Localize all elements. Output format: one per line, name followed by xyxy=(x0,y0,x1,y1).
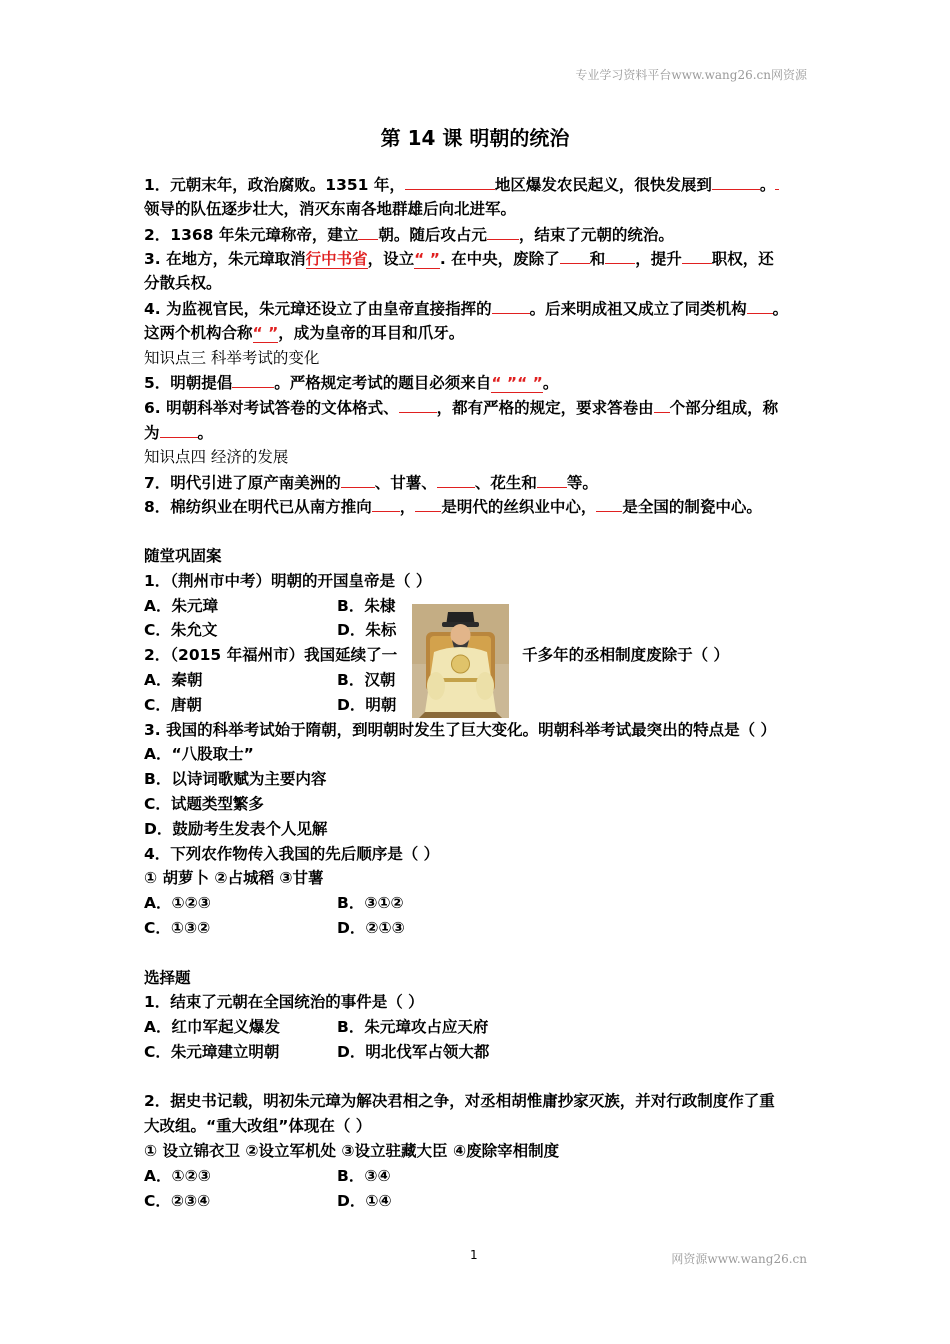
text: 2．1368 年朱元璋称帝，建立 xyxy=(144,225,359,244)
kp-q2 xyxy=(144,222,812,247)
blank xyxy=(537,470,567,488)
text: 。 xyxy=(772,299,789,318)
option: B．朱棣 xyxy=(337,596,396,615)
kp-q1-line2: 领导的队伍逐步壮大，消灭东南各地群雄后向北进军。 xyxy=(144,199,517,218)
kp-q7 xyxy=(144,470,812,495)
text: 。 xyxy=(542,374,559,393)
blank xyxy=(405,172,495,190)
text: 2．（2015 年福州市）我国延续了一 xyxy=(144,646,398,665)
option: C．唐朝 xyxy=(144,695,202,714)
option: D．①④ xyxy=(337,1191,392,1210)
spacer xyxy=(144,1065,812,1090)
practice-heading: 随堂巩固案 xyxy=(144,546,222,565)
text: 5．明朝提倡 xyxy=(144,374,233,393)
text: 1．元朝末年，政治腐败。1351 年， xyxy=(144,176,405,194)
blank xyxy=(560,246,590,264)
text: 为 xyxy=(144,423,160,442)
option: C．②③④ xyxy=(144,1191,211,1210)
blank xyxy=(415,494,441,512)
kp-q3-line1 xyxy=(144,246,812,271)
text: 个部分组成，称 xyxy=(669,399,779,418)
option: C．试题类型繁多 xyxy=(144,794,264,813)
kp-q1-line1 xyxy=(144,172,812,197)
practice-q1: 1．（荆州市中考）明朝的开国皇帝是（ ） xyxy=(144,571,432,590)
option-row xyxy=(144,1015,812,1040)
choice-q2-line2: 大改组。“重大改组”体现在（ ） xyxy=(144,1117,372,1136)
option-row xyxy=(144,1164,812,1189)
spacer xyxy=(144,519,812,544)
option: B．以诗词歌赋为主要内容 xyxy=(144,770,327,789)
text: 这两个机构合称 xyxy=(144,323,253,342)
kp-q5 xyxy=(144,370,812,395)
option-row xyxy=(144,1040,812,1065)
page-number: 1 xyxy=(470,1248,478,1262)
portrait-drawing xyxy=(412,604,509,718)
text: 地区爆发农民起义，很快发展到 xyxy=(494,176,712,194)
text: ，设立 xyxy=(367,250,415,269)
text: 7．明代引进了原产南美洲的 xyxy=(144,473,341,492)
option: B．朱元璋攻占应天府 xyxy=(337,1018,489,1037)
text: ，结束了元朝的统治。 xyxy=(518,225,674,244)
text: 朝。随后攻占元 xyxy=(378,225,487,244)
blank xyxy=(487,222,519,240)
option: B．③④ xyxy=(337,1166,391,1185)
choice-q2-line1: 2．据史书记载，明初朱元璋为解决君相之争，对丞相胡惟庸抄家灭族，并对行政制度作了重 xyxy=(144,1092,775,1111)
text: 等。 xyxy=(566,473,598,492)
text: 。 xyxy=(759,176,776,194)
option-row xyxy=(144,916,812,941)
text: 。后来明成祖又成立了同类机构 xyxy=(529,299,747,318)
choice-heading: 选择题 xyxy=(144,968,191,987)
option: A．红巾军起义爆发 xyxy=(144,1018,280,1037)
choice-q1: 1．结束了元朝在全国统治的事件是（ ） xyxy=(144,993,424,1012)
blank xyxy=(341,470,375,488)
option-row xyxy=(144,1189,812,1214)
kp-q4-line2 xyxy=(144,321,812,346)
emperor-portrait-image xyxy=(412,604,509,718)
text: ，成为皇帝的耳目和爪牙。 xyxy=(278,323,465,342)
page-footer: 网资源www.wang26.cn xyxy=(671,1252,807,1266)
option: B．汉朝 xyxy=(337,670,396,689)
option: C．①③② xyxy=(144,918,211,937)
option: C．朱允文 xyxy=(144,621,218,640)
text: 4. 为监视官民，朱元璋还设立了由皇帝直接指挥的 xyxy=(144,299,492,318)
choice-q2-items: ① 设立锦衣卫 ②设立军机处 ③设立驻藏大臣 ④废除宰相制度 xyxy=(144,1142,560,1161)
text: 8．棉纺织业在明代已从南方推向 xyxy=(144,498,372,517)
blank xyxy=(399,395,437,413)
page-header: 专业学习资料平台www.wang26.cn网资源 xyxy=(575,68,807,82)
blank xyxy=(437,470,475,488)
blank xyxy=(747,296,773,314)
option: A．①②③ xyxy=(144,894,211,913)
text: 千多年的丞相制度废除于（ ） xyxy=(522,646,729,665)
text: 是明代的丝织业中心， xyxy=(441,498,597,517)
option: A．①②③ xyxy=(144,1166,211,1185)
option: A．秦朝 xyxy=(144,670,203,689)
text: 。 xyxy=(197,423,214,442)
kp-q6-line1 xyxy=(144,395,812,420)
kp4-heading: 知识点四 经济的发展 xyxy=(144,447,289,466)
kp-q8 xyxy=(144,494,812,519)
blank xyxy=(654,395,670,413)
option: B．③①② xyxy=(337,894,404,913)
blank xyxy=(712,172,760,190)
blank xyxy=(682,246,712,264)
blank xyxy=(372,494,400,512)
option: D．朱标 xyxy=(337,621,397,640)
text: 和 xyxy=(589,250,606,269)
text: ，都有严格的规定，要求答卷由 xyxy=(436,399,654,418)
text: . 在中央，废除了 xyxy=(439,250,560,269)
kp-q6-line2 xyxy=(144,420,812,445)
option: D．②①③ xyxy=(337,918,405,937)
option: A．朱元璋 xyxy=(144,596,218,615)
option-row xyxy=(144,891,812,916)
text: 、花生和 xyxy=(474,473,537,492)
option: D．鼓励考生发表个人见解 xyxy=(144,819,328,838)
text: ，提升 xyxy=(635,250,682,269)
blank xyxy=(596,494,622,512)
option: A．“八股取士” xyxy=(144,745,254,764)
option: C．朱元璋建立明朝 xyxy=(144,1042,280,1061)
blank xyxy=(492,296,530,314)
red-quote-blank: “ ”“ ” xyxy=(491,374,543,393)
spacer xyxy=(144,941,812,966)
kp3-heading: 知识点三 科举考试的变化 xyxy=(144,348,320,367)
text: 。严格规定考试的题目必须来自 xyxy=(274,374,492,393)
option: D．明朝 xyxy=(337,695,397,714)
text: 职权，还 xyxy=(711,250,774,269)
blank xyxy=(358,222,378,240)
option: D．明北伐军占领大都 xyxy=(337,1042,490,1061)
blank xyxy=(605,246,635,264)
text: 、甘薯、 xyxy=(374,473,437,492)
red-quote-blank: “ ” xyxy=(414,250,440,269)
text: ， xyxy=(399,498,416,517)
practice-q3: 3. 我国的科举考试始于隋朝，到明朝时发生了巨大变化。明朝科举考试最突出的特点是（ ） xyxy=(144,720,776,739)
red-quote-blank: “ ” xyxy=(252,323,279,342)
text: 3. 在地方，朱元璋取消 xyxy=(144,250,306,269)
text: 是全国的制瓷中心。 xyxy=(622,498,762,517)
lesson-title: 第 14 课 明朝的统治 xyxy=(380,126,570,150)
text: 6. 明朝科举对考试答卷的文体格式、 xyxy=(144,399,399,418)
blank xyxy=(232,370,274,388)
red-term: 行中书省 xyxy=(305,250,368,269)
kp-q3-line2: 分散兵权。 xyxy=(144,274,222,293)
blank xyxy=(775,172,779,190)
practice-q4: 4．下列农作物传入我国的先后顺序是（ ） xyxy=(144,844,440,863)
practice-q4-items: ① 胡萝卜 ②占城稻 ③甘薯 xyxy=(144,869,324,888)
kp-q4-line1 xyxy=(144,296,812,321)
blank xyxy=(160,420,198,438)
